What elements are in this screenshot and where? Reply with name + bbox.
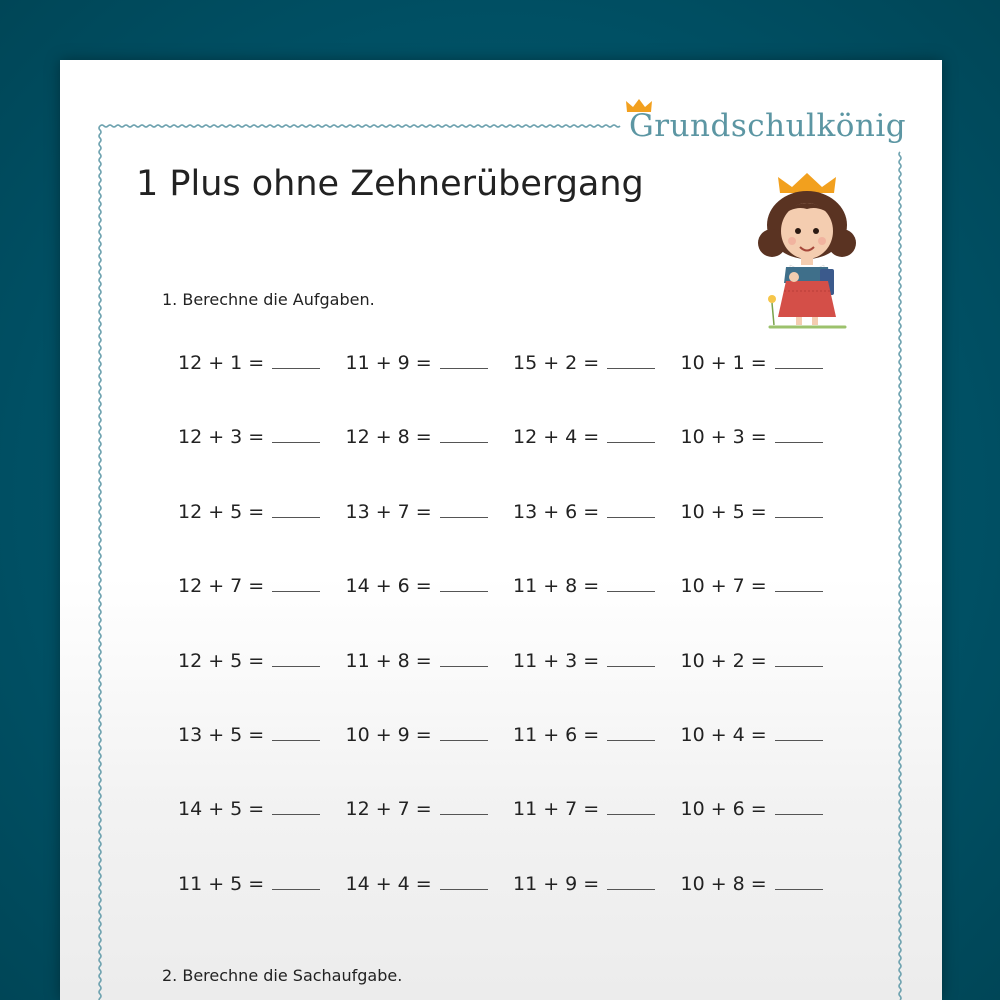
answer-blank[interactable]	[440, 577, 488, 592]
problem-expression: 10 + 9 =	[345, 723, 432, 746]
problem-expression: 14 + 4 =	[345, 872, 432, 895]
problem-expression: 13 + 7 =	[345, 500, 432, 523]
answer-blank[interactable]	[775, 800, 823, 815]
math-problem	[346, 426, 514, 448]
problem-row	[178, 501, 878, 575]
math-problem	[178, 575, 346, 597]
brand-name: Grundschulkönig	[629, 108, 907, 144]
math-problem	[178, 426, 346, 448]
math-problem	[681, 650, 849, 672]
problem-row	[178, 873, 878, 947]
problem-expression: 10 + 6 =	[680, 798, 767, 821]
math-problem	[178, 724, 346, 746]
problem-expression: 11 + 3 =	[513, 649, 600, 672]
answer-blank[interactable]	[440, 652, 488, 667]
page-title: 1 Plus ohne Zehnerübergang	[136, 164, 644, 204]
answer-blank[interactable]	[440, 428, 488, 443]
math-problem	[513, 575, 681, 597]
math-problem	[346, 352, 514, 374]
answer-blank[interactable]	[272, 800, 320, 815]
math-problem	[346, 873, 514, 895]
answer-blank[interactable]	[272, 577, 320, 592]
problem-expression: 12 + 7 =	[178, 575, 265, 598]
answer-blank[interactable]	[607, 875, 655, 890]
problem-row	[178, 650, 878, 724]
problem-expression: 11 + 9 =	[345, 352, 432, 374]
math-problem	[513, 873, 681, 895]
answer-blank[interactable]	[272, 652, 320, 667]
problem-expression: 11 + 9 =	[513, 872, 600, 895]
problem-expression: 14 + 5 =	[178, 798, 265, 821]
answer-blank[interactable]	[272, 503, 320, 518]
task-1-heading: 1. Berechne die Aufgaben.	[162, 290, 375, 309]
problem-row	[178, 724, 878, 798]
problem-expression: 14 + 6 =	[345, 575, 432, 598]
problem-row	[178, 352, 878, 426]
answer-blank[interactable]	[775, 354, 823, 369]
math-problem	[178, 352, 346, 374]
answer-blank[interactable]	[607, 726, 655, 741]
answer-blank[interactable]	[272, 875, 320, 890]
math-problem	[178, 501, 346, 523]
math-problem	[513, 352, 681, 374]
math-problem	[681, 426, 849, 448]
math-problem	[681, 352, 849, 374]
problem-expression: 13 + 6 =	[513, 500, 600, 523]
answer-blank[interactable]	[775, 726, 823, 741]
math-problem	[346, 724, 514, 746]
answer-blank[interactable]	[775, 875, 823, 890]
answer-blank[interactable]	[272, 354, 320, 369]
math-problem	[178, 650, 346, 672]
answer-blank[interactable]	[607, 800, 655, 815]
math-problem	[681, 873, 849, 895]
problem-expression: 12 + 1 =	[178, 352, 265, 374]
problem-expression: 10 + 1 =	[680, 352, 767, 374]
problem-expression: 12 + 5 =	[178, 649, 265, 672]
math-problem	[513, 501, 681, 523]
answer-blank[interactable]	[440, 726, 488, 741]
problem-expression: 11 + 5 =	[178, 872, 265, 895]
answer-blank[interactable]	[775, 577, 823, 592]
problem-expression: 13 + 5 =	[178, 723, 265, 746]
problem-expression: 11 + 8 =	[345, 649, 432, 672]
brand-logo	[625, 98, 915, 148]
problem-row	[178, 575, 878, 649]
problem-expression: 12 + 3 =	[178, 426, 265, 449]
problem-grid	[178, 352, 878, 947]
answer-blank[interactable]	[272, 726, 320, 741]
problem-expression: 11 + 8 =	[513, 575, 600, 598]
problem-row	[178, 798, 878, 872]
answer-blank[interactable]	[440, 354, 488, 369]
girl-with-crown-holding-book-icon	[750, 165, 865, 330]
math-problem	[178, 798, 346, 820]
problem-expression: 10 + 2 =	[680, 649, 767, 672]
math-problem	[346, 798, 514, 820]
math-problem	[681, 798, 849, 820]
answer-blank[interactable]	[440, 875, 488, 890]
math-problem	[346, 575, 514, 597]
problem-expression: 15 + 2 =	[513, 352, 600, 374]
problem-expression: 11 + 7 =	[513, 798, 600, 821]
math-problem	[346, 650, 514, 672]
answer-blank[interactable]	[607, 428, 655, 443]
problem-expression: 10 + 5 =	[680, 500, 767, 523]
problem-expression: 12 + 4 =	[513, 426, 600, 449]
problem-row	[178, 426, 878, 500]
math-problem	[681, 501, 849, 523]
problem-expression: 10 + 3 =	[680, 426, 767, 449]
math-problem	[346, 501, 514, 523]
answer-blank[interactable]	[272, 428, 320, 443]
problem-expression: 10 + 4 =	[680, 723, 767, 746]
answer-blank[interactable]	[607, 354, 655, 369]
answer-blank[interactable]	[775, 503, 823, 518]
math-problem	[513, 798, 681, 820]
math-problem	[513, 426, 681, 448]
answer-blank[interactable]	[440, 503, 488, 518]
worksheet-page	[60, 60, 942, 1000]
problem-expression: 11 + 6 =	[513, 723, 600, 746]
problem-expression: 12 + 5 =	[178, 500, 265, 523]
math-problem	[513, 650, 681, 672]
answer-blank[interactable]	[440, 800, 488, 815]
answer-blank[interactable]	[607, 503, 655, 518]
problem-expression: 12 + 8 =	[345, 426, 432, 449]
math-problem	[178, 873, 346, 895]
problem-expression: 10 + 8 =	[680, 872, 767, 895]
answer-blank[interactable]	[775, 652, 823, 667]
answer-blank[interactable]	[775, 428, 823, 443]
math-problem	[681, 575, 849, 597]
task-2-heading: 2. Berechne die Sachaufgabe.	[162, 966, 403, 985]
math-problem	[513, 724, 681, 746]
problem-expression: 12 + 7 =	[345, 798, 432, 821]
answer-blank[interactable]	[607, 652, 655, 667]
answer-blank[interactable]	[607, 577, 655, 592]
math-problem	[681, 724, 849, 746]
problem-expression: 10 + 7 =	[680, 575, 767, 598]
